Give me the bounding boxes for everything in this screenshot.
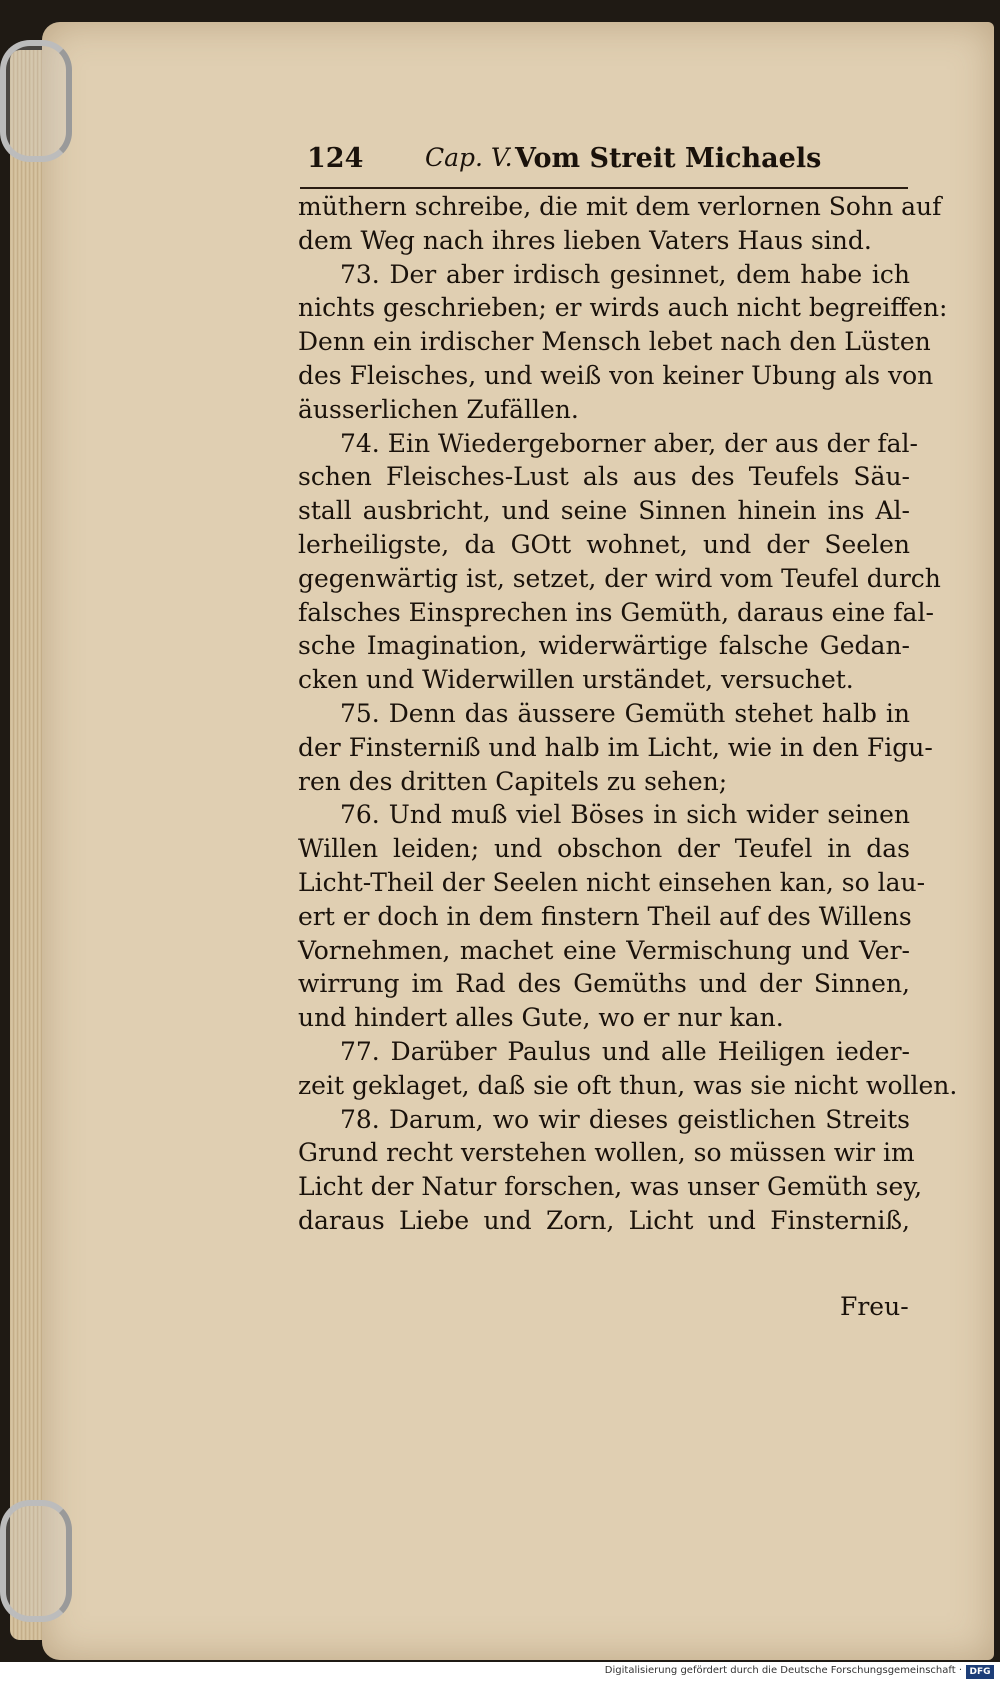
header-rule bbox=[300, 187, 908, 189]
text-line: 75. Denn das äussere Gemüth stehet halb in bbox=[340, 698, 910, 728]
text-line: sche Imagination, widerwärtige falsche Gedan- bbox=[298, 631, 910, 661]
text-line: Grund recht verstehen wollen, so müssen wir im bbox=[298, 1138, 915, 1168]
text-line: 74. Ein Wiedergeborner aber, der aus der fal- bbox=[340, 428, 918, 458]
text-line: ren des dritten Capitels zu sehen; bbox=[298, 766, 728, 796]
catchword: Freu- bbox=[840, 1292, 909, 1321]
text-line: Denn ein irdischer Mensch lebet nach den Lüsten bbox=[298, 327, 931, 357]
text-line: Vornehmen, machet eine Vermischung und Ver- bbox=[298, 935, 910, 965]
text-line: 78. Darum, wo wir dieses geistlichen Streits bbox=[340, 1104, 910, 1134]
chapter-title: Vom Streit Michaels bbox=[515, 143, 822, 174]
text-line: des Fleisches, und weiß von keiner Ubung als von bbox=[298, 360, 934, 390]
text-line: nichts geschrieben; er wirds auch nicht begreiffen: bbox=[298, 293, 948, 323]
text-line: schen Fleisches-Lust als aus des Teufels Säu- bbox=[298, 462, 910, 492]
chapter-label: Cap. V. bbox=[425, 143, 513, 172]
text-line: gegenwärtig ist, setzet, der wird vom Teufel durch bbox=[298, 563, 941, 593]
text-line: cken und Widerwillen urständet, versuchet. bbox=[298, 665, 854, 695]
text-line: zeit geklaget, daß sie oft thun, was sie nicht wollen. bbox=[298, 1070, 958, 1100]
text-line: 76. Und muß viel Böses in sich wider seinen bbox=[340, 800, 910, 830]
body-text bbox=[298, 190, 958, 1238]
text-line: dem Weg nach ihres lieben Vaters Haus sind. bbox=[298, 225, 872, 255]
text-line: Willen leiden; und obschon der Teufel in das bbox=[298, 834, 910, 864]
text-line: äusserlichen Zufällen. bbox=[298, 394, 579, 424]
text-line: daraus Liebe und Zorn, Licht und Finsterniß, bbox=[298, 1205, 910, 1235]
page-clip-bottom bbox=[0, 1500, 72, 1622]
text-line: 73. Der aber irdisch gesinnet, dem habe ich bbox=[340, 259, 910, 289]
text-line: der Finsterniß und halb im Licht, wie in den Figu- bbox=[298, 732, 933, 762]
running-header bbox=[307, 143, 907, 183]
text-line: lerheiligste, da GOtt wohnet, und der Seelen bbox=[298, 529, 910, 559]
text-line: wirrung im Rad des Gemüths und der Sinnen, bbox=[298, 969, 910, 999]
text-line: 77. Darüber Paulus und alle Heiligen ieder- bbox=[340, 1036, 910, 1066]
footer-credit: Digitalisierung gefördert durch die Deutsche Forschungsgemeinschaft · bbox=[604, 1665, 962, 1676]
digitization-footer bbox=[0, 1662, 1000, 1684]
page-clip-top bbox=[0, 40, 72, 162]
text-line: falsches Einsprechen ins Gemüth, daraus eine fal- bbox=[298, 597, 934, 627]
text-line: stall ausbricht, und seine Sinnen hinein ins Al- bbox=[298, 496, 910, 526]
text-line: ert er doch in dem finstern Theil auf des Willens bbox=[298, 901, 912, 931]
text-line: müthern schreibe, die mit dem verlornen Sohn auf bbox=[298, 192, 942, 221]
text-line: Licht der Natur forschen, was unser Gemüth sey, bbox=[298, 1172, 923, 1202]
dfg-logo[interactable]: DFG bbox=[966, 1665, 994, 1679]
text-line: und hindert alles Gute, wo er nur kan. bbox=[298, 1003, 784, 1033]
text-line: Licht-Theil der Seelen nicht einsehen kan, so lau- bbox=[298, 867, 926, 897]
page-number: 124 bbox=[307, 143, 364, 174]
